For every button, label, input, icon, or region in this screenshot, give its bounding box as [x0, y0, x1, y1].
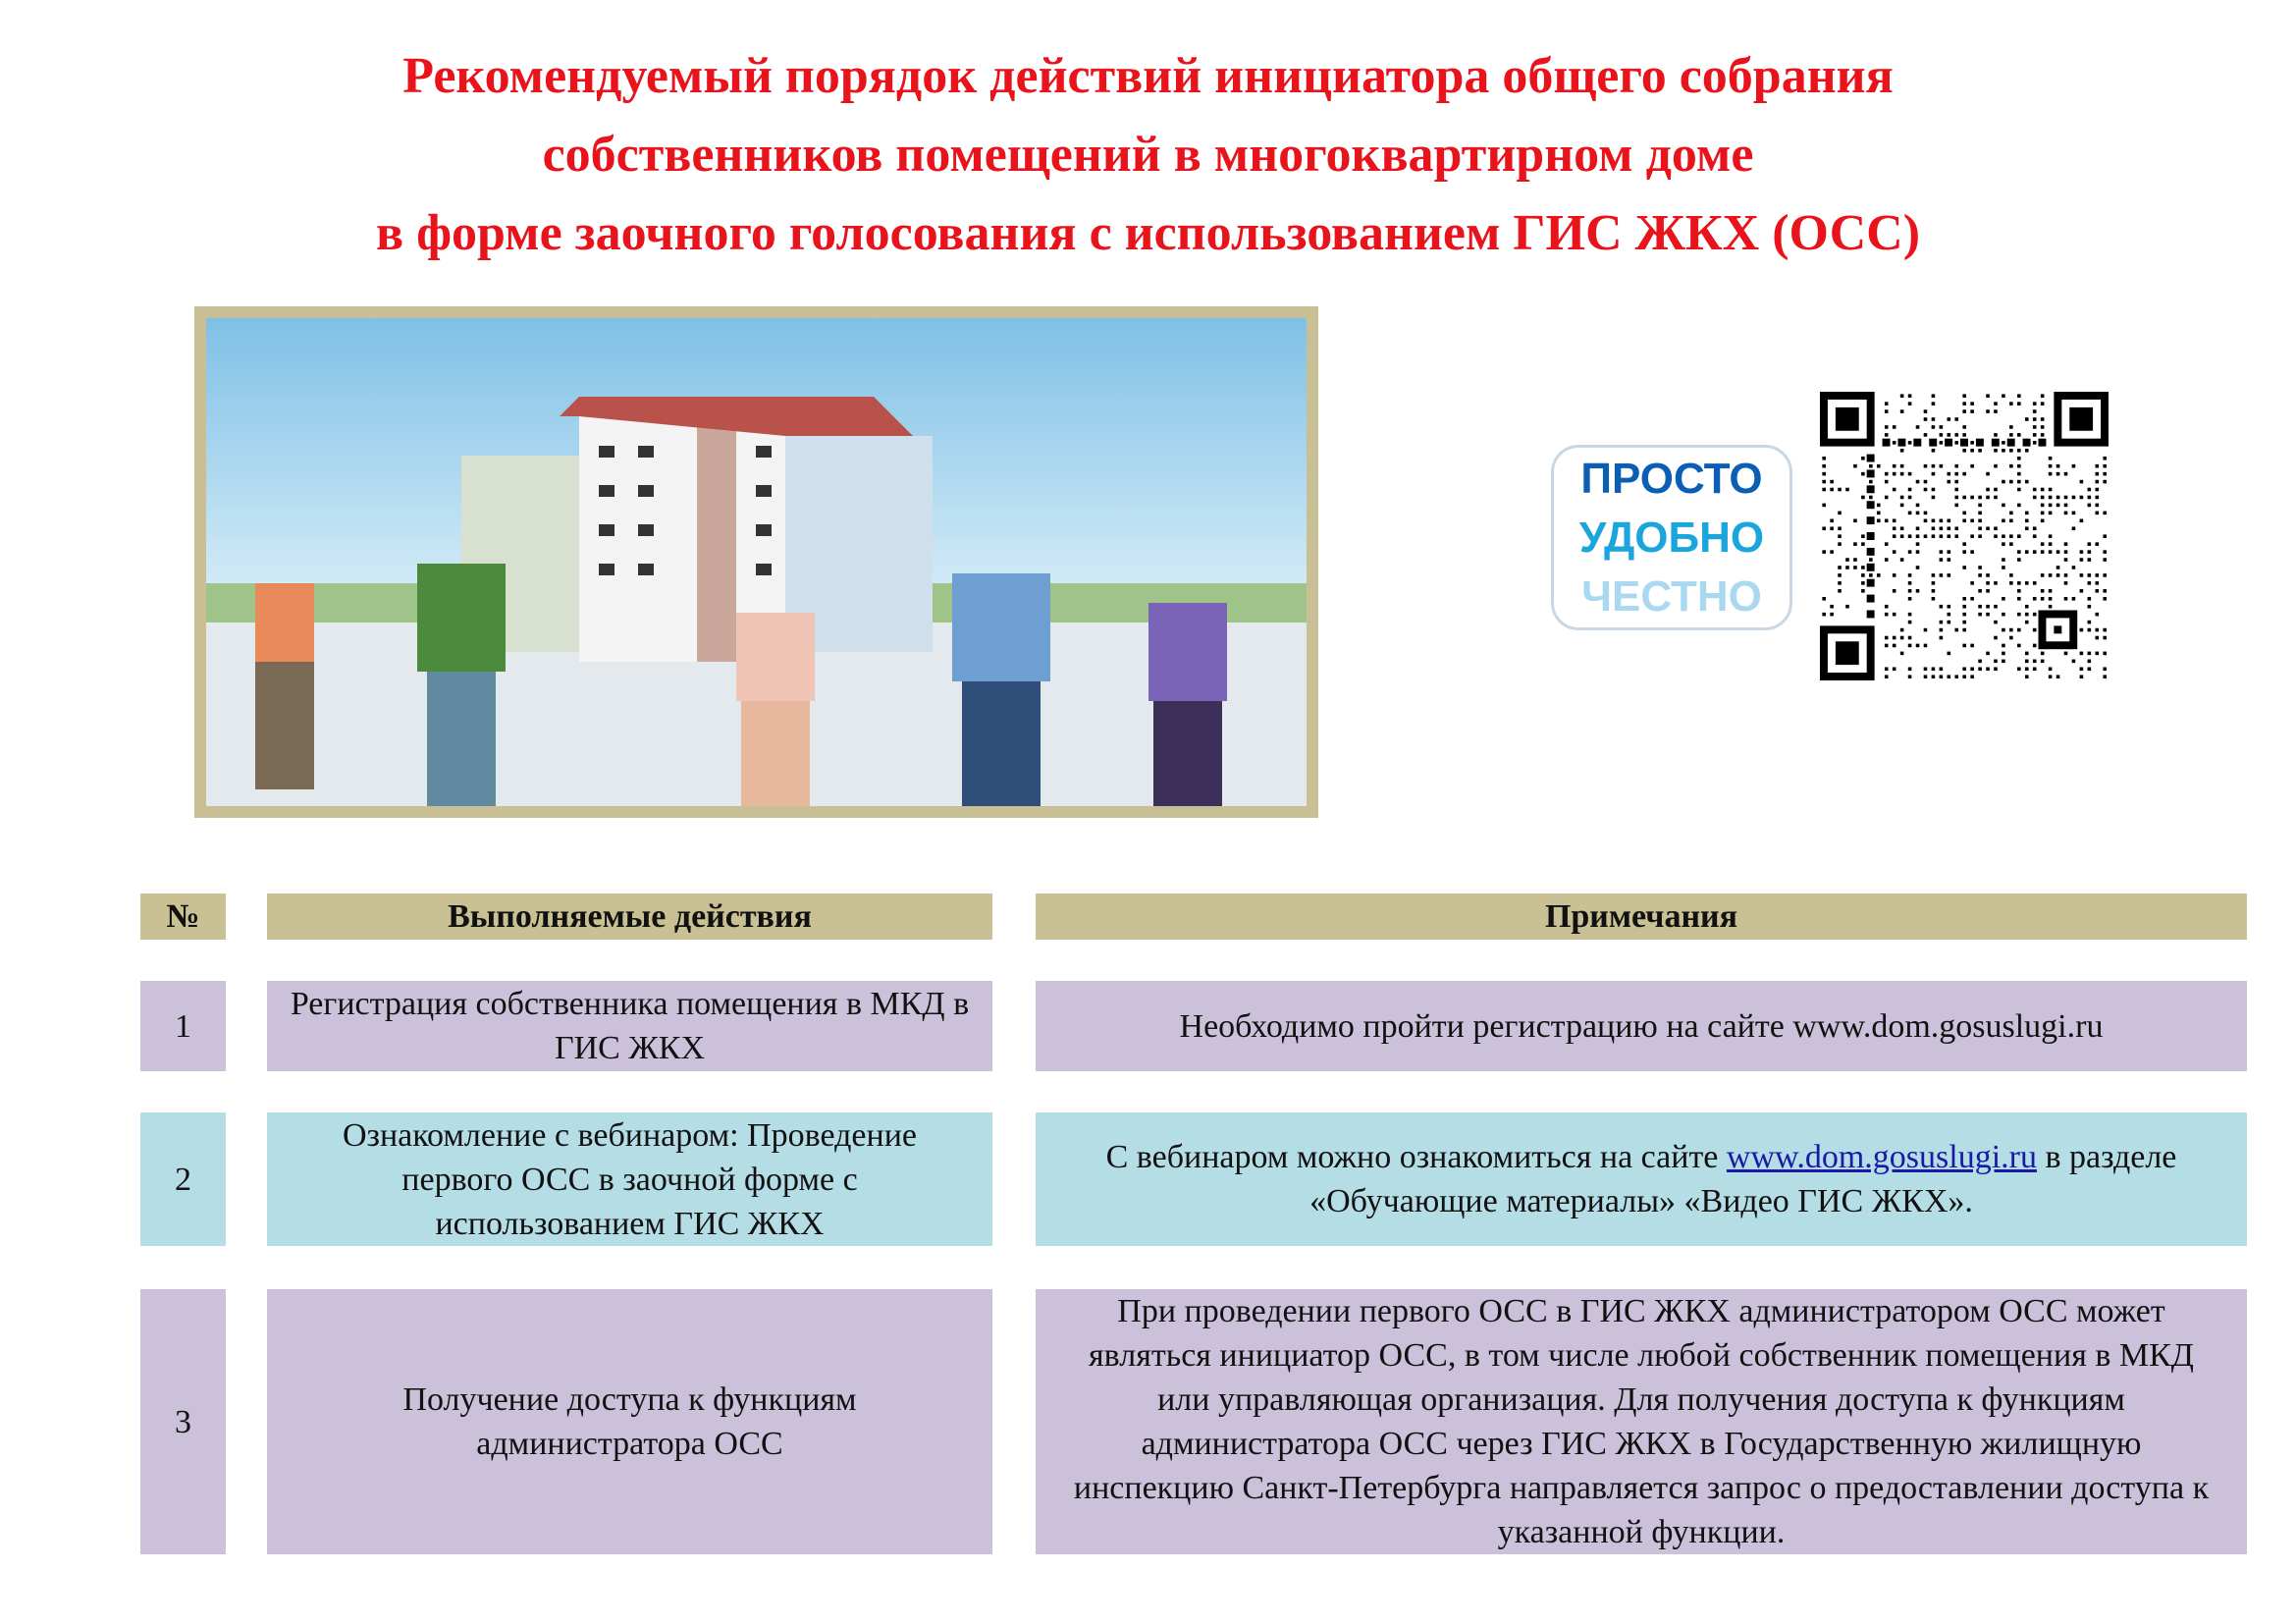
header-actions: Выполняемые действия [267, 893, 992, 940]
note-text: в разделе «Обучающие материалы» «Видео ГИС ЖКХ». [1309, 1139, 2177, 1219]
residents-building-illustration [194, 306, 1318, 818]
badge-word: УДОБНО [1578, 513, 1765, 562]
title-line: в форме заочного голосования с использованием ГИС ЖКХ (ОСС) [375, 205, 1921, 261]
row-action: Получение доступа к функциям администратора ОСС [267, 1289, 992, 1554]
row-note [1036, 1112, 2247, 1246]
row-number: 2 [140, 1112, 226, 1246]
note-text: С вебинаром можно ознакомиться на сайте [1105, 1139, 1727, 1175]
row-note: При проведении первого ОСС в ГИС ЖКХ администратором ОСС может являться инициатор ОСС, в том числе любой собственник помещения в МКД или управляющая организация. Для получения доступа к функциям администратора ОСС через ГИС ЖКХ в Государственную жилищную инспекцию Санкт-Петербурга направляется запрос о предоставлении доступа к указанной функции. [1036, 1289, 2247, 1554]
row-number: 3 [140, 1289, 226, 1554]
header-number: № [140, 893, 226, 940]
header-notes: Примечания [1036, 893, 2247, 940]
qr-code[interactable] [1814, 392, 2114, 680]
simple-convenient-honest-badge [1551, 445, 1792, 630]
title-line: собственников помещений в многоквартирном доме [542, 127, 1754, 183]
row-action: Ознакомление с вебинаром: Проведение первого ОСС в заочной форме с использованием ГИС ЖКХ [267, 1112, 992, 1246]
row-note: Необходимо пройти регистрацию на сайте www.dom.gosuslugi.ru [1036, 981, 2247, 1071]
row-number: 1 [140, 981, 226, 1071]
page-title [0, 37, 2296, 273]
badge-word: ЧЕСТНО [1581, 571, 1762, 621]
badge-word: ПРОСТО [1580, 454, 1763, 503]
gosuslugi-link[interactable]: www.dom.gosuslugi.ru [1726, 1139, 2037, 1175]
row-action: Регистрация собственника помещения в МКД в ГИС ЖКХ [267, 981, 992, 1071]
title-line: Рекомендуемый порядок действий инициатора общего собрания [402, 48, 1894, 104]
